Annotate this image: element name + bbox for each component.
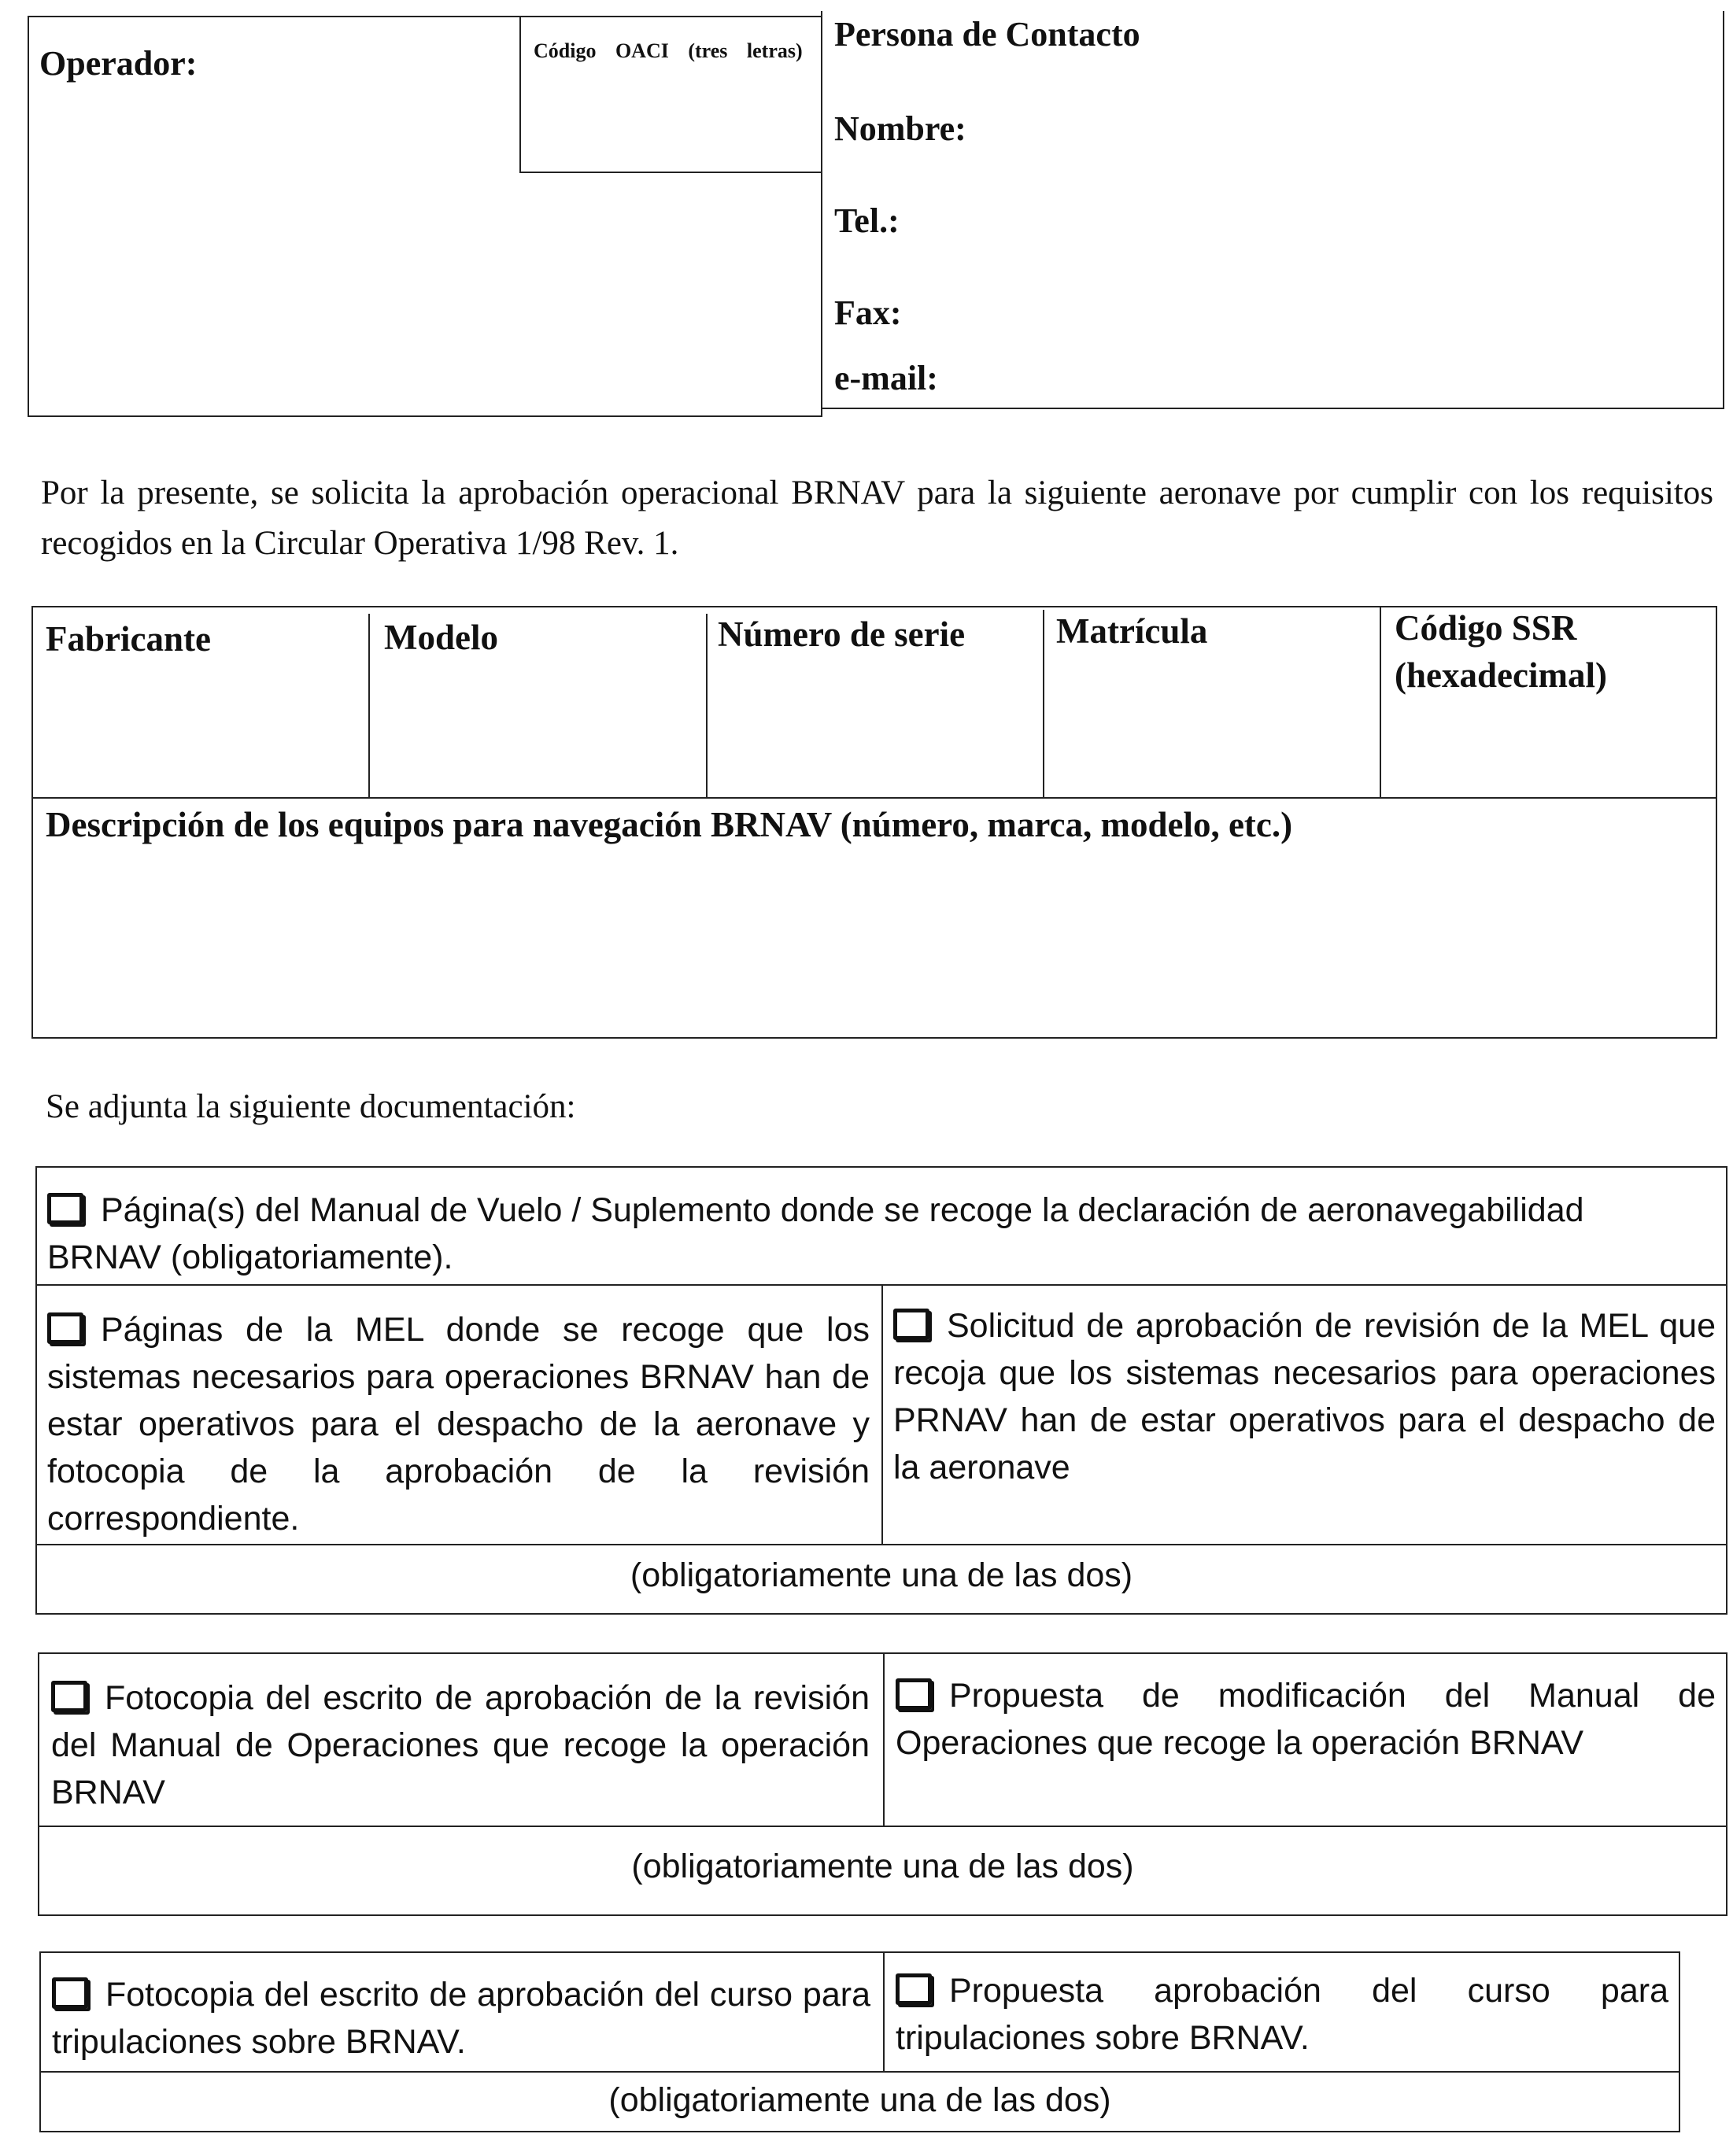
header-numero-serie: Número de serie (718, 615, 966, 654)
request-paragraph: Por la presente, se solicita la aprobación operacional BRNAV para la siguiente aeronave por cumplir con los requisitos recogidos en la Circular Operativa 1/98 Rev. 1. (41, 474, 1713, 562)
option-flight-manual-text: Página(s) del Manual de Vuelo / Suplemento donde se recoge la declaración de aeronavegabilidad BRNAV (obligatoriamente). (47, 1191, 1584, 1276)
icao-code-label: Código OACI (tres letras) (534, 39, 803, 62)
option-mel-request-text: Solicitud de aprobación de revisión de la MEL que recoja que los sistemas necesarios para operaciones PRNAV han de estar operativos para el despacho de la aeronave (893, 1307, 1716, 1486)
aircraft-header-divider (31, 797, 1717, 799)
col-divider-1 (368, 614, 370, 798)
option-mel-request[interactable] (893, 1302, 1716, 1491)
checkbox-icon[interactable] (47, 1312, 83, 1344)
header-codigo-ssr: Código SSR (hexadecimal) (1395, 608, 1607, 695)
checkbox-icon[interactable] (893, 1309, 929, 1340)
tel-label: Tel.: (834, 201, 900, 240)
option-ops-manual-copy-text: Fotocopia del escrito de aprobación de la revisión del Manual de Operaciones que recoge la operación BRNAV (51, 1679, 870, 1811)
option-mel-pages-text: Páginas de la MEL donde se recoge que los sistemas necesarios para operaciones BRNAV han de estar operativos para el despacho de la aeronave y fotocopia de la aprobación de la revisión correspondiente. (47, 1311, 870, 1538)
section-3-divider (39, 2071, 1680, 2073)
checkbox-icon[interactable] (896, 1973, 932, 2005)
checkbox-icon[interactable] (52, 1977, 88, 2009)
col-divider-2 (706, 614, 708, 798)
section-2-divider (38, 1826, 1727, 1827)
checkbox-icon[interactable] (896, 1678, 932, 1710)
header-matricula: Matrícula (1056, 611, 1208, 651)
col-divider-3 (1043, 610, 1044, 798)
option-course-copy[interactable] (52, 1971, 870, 2066)
documentation-intro: Se adjunta la siguiente documentación: (46, 1088, 576, 1125)
header-modelo: Modelo (384, 618, 498, 657)
option-course-proposal-text: Propuesta aprobación del curso para tripulaciones sobre BRNAV. (896, 1972, 1668, 2057)
section-1-col-divider (881, 1284, 883, 1544)
contact-person-label: Persona de Contacto (834, 15, 1140, 54)
email-label: e-mail: (834, 359, 938, 397)
header-fabricante: Fabricante (46, 619, 211, 659)
checkbox-icon[interactable] (47, 1193, 83, 1224)
col-divider-4 (1380, 606, 1381, 798)
section-2-note: (obligatoriamente una de las dos) (631, 1848, 1134, 1885)
checkbox-icon[interactable] (51, 1681, 87, 1712)
option-course-copy-text: Fotocopia del escrito de aprobación del curso para tripulaciones sobre BRNAV. (52, 1976, 870, 2061)
option-ops-manual-proposal[interactable] (896, 1672, 1716, 1767)
option-flight-manual[interactable] (47, 1187, 1704, 1281)
section-2-col-divider (883, 1652, 885, 1826)
section-1-note: (obligatoriamente una de las dos) (630, 1556, 1133, 1594)
equipment-description-label: Descripción de los equipos para navegación BRNAV (número, marca, modelo, etc.) (46, 805, 1293, 844)
operador-label: Operador: (39, 44, 198, 83)
contact-person-cell (821, 11, 1724, 409)
name-label: Nombre: (834, 109, 966, 148)
section-1-divider-b (35, 1544, 1727, 1545)
section-3-col-divider (883, 1951, 885, 2071)
section-3-note: (obligatoriamente una de las dos) (608, 2081, 1111, 2119)
option-course-proposal[interactable] (896, 1967, 1668, 2062)
option-mel-pages[interactable] (47, 1306, 870, 1542)
option-ops-manual-proposal-text: Propuesta de modificación del Manual de Operaciones que recoge la operación BRNAV (896, 1677, 1716, 1762)
fax-label: Fax: (834, 293, 902, 332)
option-ops-manual-copy[interactable] (51, 1674, 870, 1816)
